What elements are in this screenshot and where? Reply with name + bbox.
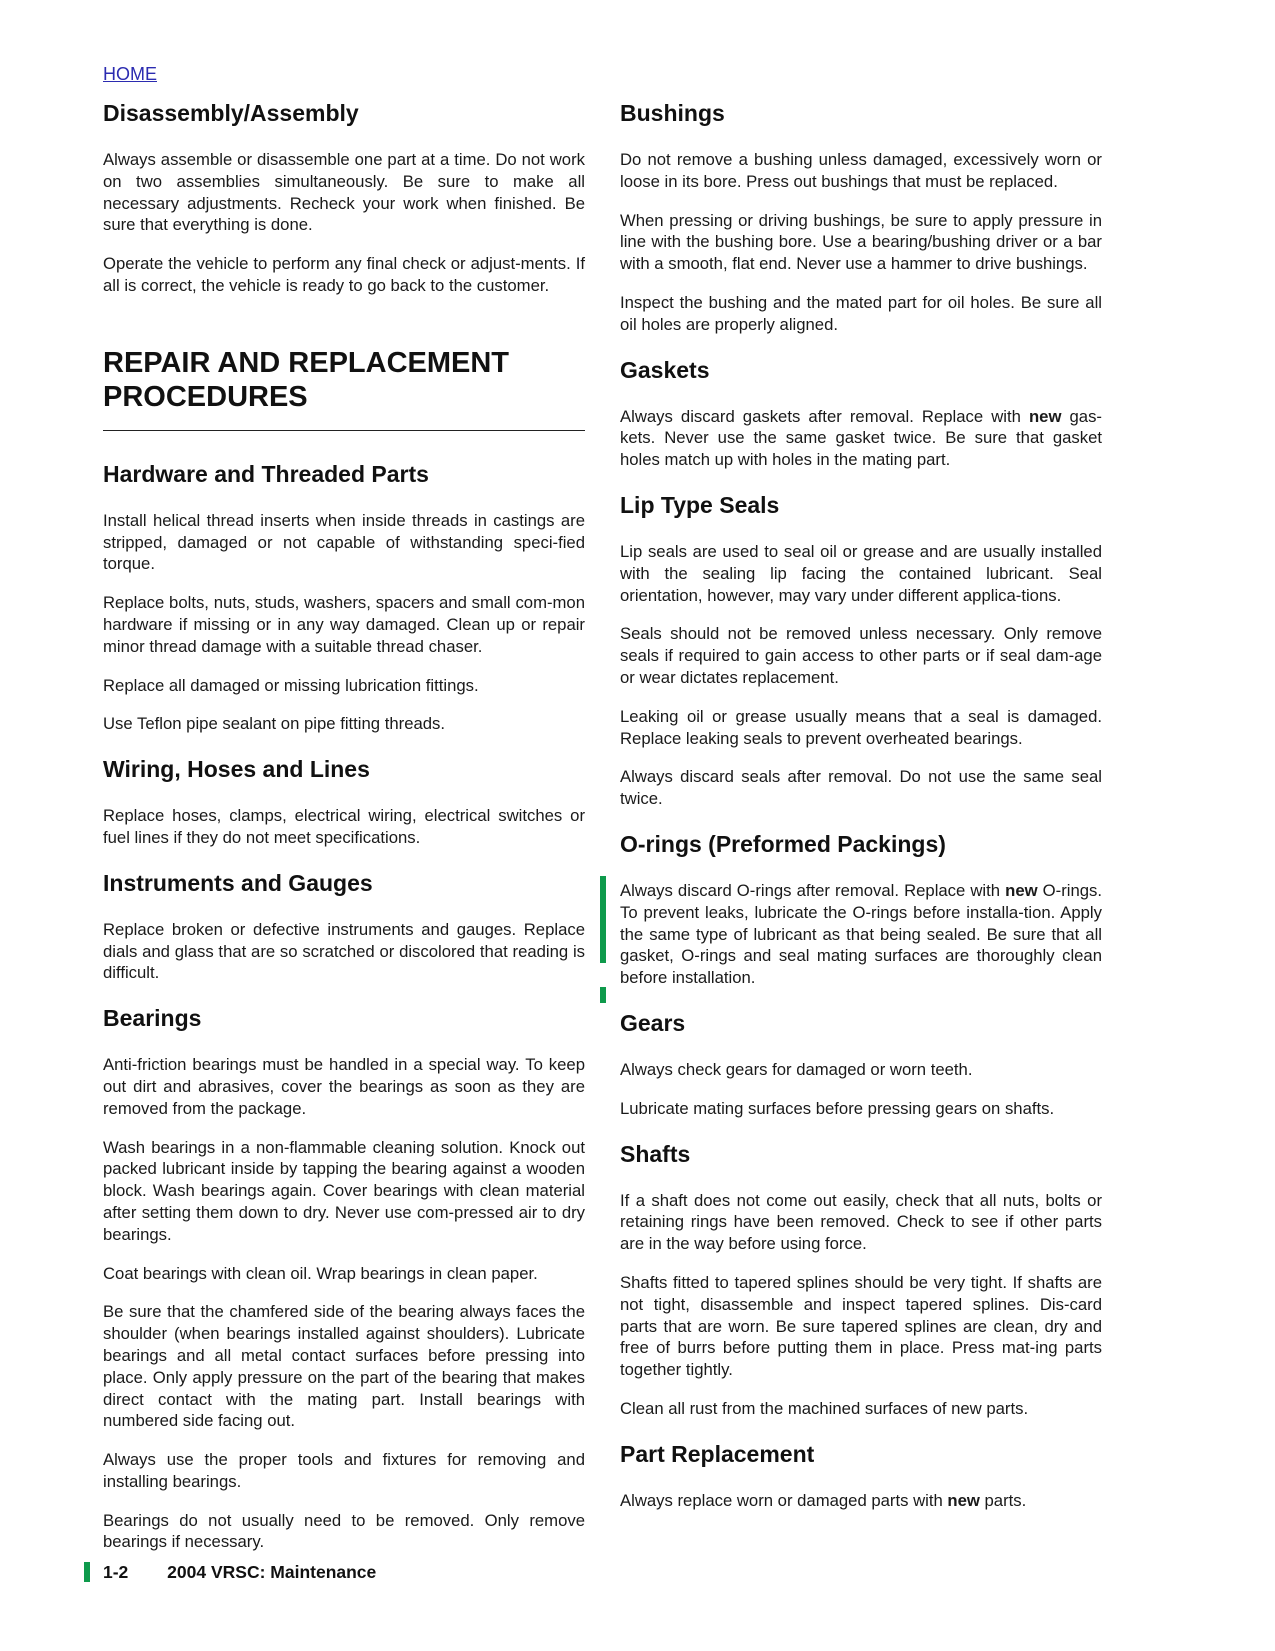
change-bar <box>600 987 606 1003</box>
paragraph: Bearings do not usually need to be removed. Only remove bearings if necessary. <box>103 1510 585 1552</box>
text-run: gas-kets. Never use the same gasket twice. Be sure that gasket holes match up with holes in the mating part. <box>620 406 1102 470</box>
paragraph: Always use the proper tools and fixtures for removing and installing bearings. <box>103 1450 585 1491</box>
manual-title: 2004 VRSC: Maintenance <box>167 1562 377 1582</box>
paragraph: Always assemble or disassemble one part at a time. Do not work on two assemblies simultaneously. Be sure to make all necessary adjustments. Recheck your work when finished. Be sure that everything is done. <box>103 150 585 235</box>
paragraph: Coat bearings with clean oil. Wrap bearings in clean paper. <box>103 1263 538 1283</box>
paragraph <box>620 1490 1102 1512</box>
change-bar <box>600 876 606 963</box>
heading-repair-procedures <box>103 346 585 431</box>
left-column <box>103 96 585 1570</box>
paragraph: Replace bolts, nuts, studs, washers, spacers and small com-mon hardware if missing or in any way damaged. Clean up or repair minor thread damage with a suitable thread chaser. <box>103 593 585 656</box>
heading-gears: Gears <box>620 1009 686 1036</box>
paragraph: Replace hoses, clamps, electrical wiring, electrical switches or fuel lines if they do not meet specifications. <box>103 806 585 847</box>
heading-line-2: PROCEDURES <box>103 380 308 413</box>
paragraph: Replace broken or defective instruments and gauges. Replace dials and glass that are so scratched or discolored that reading is difficult. <box>103 919 585 983</box>
heading-disassembly: Disassembly/Assembly <box>103 100 359 126</box>
paragraph: Operate the vehicle to perform any final check or adjust-ments. If all is correct, the vehicle is ready to go back to the customer. <box>103 254 585 295</box>
text-run: Always discard O-rings after removal. Replace with <box>620 880 1006 900</box>
paragraph: Always check gears for damaged or worn teeth. <box>620 1059 973 1079</box>
text-run: Always replace worn or damaged parts with <box>620 1490 948 1510</box>
paragraph: Anti-friction bearings must be handled in a special way. To keep out dirt and abrasives, cover the bearings as soon as they are removed from the package. <box>103 1055 585 1118</box>
heading-part-replacement: Part Replacement <box>620 1440 815 1467</box>
paragraph <box>620 880 1102 989</box>
bold-text: new <box>1005 880 1038 900</box>
bold-text: new <box>1028 406 1062 426</box>
paragraph: Seals should not be removed unless necessary. Only remove seals if required to gain access to other parts or if seal dam-age or wear dictates replacement. <box>620 624 1102 687</box>
paragraph: Lip seals are used to seal oil or grease and are usually installed with the sealing lip facing the contained lubricant. Seal orientation, however, may vary under different applica-tions. <box>620 541 1102 605</box>
heading-orings: O-rings (Preformed Packings) <box>620 830 946 857</box>
heading-bearings: Bearings <box>103 1005 202 1032</box>
paragraph <box>620 406 1102 471</box>
text-run: parts. <box>979 1490 1027 1510</box>
heading-lip-seals: Lip Type Seals <box>620 491 780 518</box>
paragraph: Lubricate mating surfaces before pressing gears on shafts. <box>620 1098 1055 1118</box>
paragraph: Clean all rust from the machined surfaces of new parts. <box>620 1398 1029 1418</box>
text-run: Always discard gaskets after removal. Replace with <box>620 406 1029 426</box>
text-run: O-rings. To prevent leaks, lubricate the O-rings before installa-tion. Apply the same type of lubricant as that being sealed. Be sure that all gasket, O-rings and seal mating surfaces are thoroughly clean before installation. <box>620 880 1103 988</box>
heading-instruments: Instruments and Gauges <box>103 869 373 896</box>
paragraph: Always discard seals after removal. Do not use the same seal twice. <box>620 767 1102 809</box>
heading-hardware: Hardware and Threaded Parts <box>103 460 429 487</box>
heading-shafts: Shafts <box>620 1140 691 1167</box>
page-number: 1-2 <box>103 1562 129 1582</box>
paragraph: Shafts fitted to tapered splines should be very tight. If shafts are not tight, disassemble and inspect tapered splines. Dis-card parts that are worn. Be sure tapered splines are clean, dry and free of burrs before putting them in place. Press mat-ing parts together tightly. <box>620 1272 1102 1380</box>
paragraph: Inspect the bushing and the mated part for oil holes. Be sure all oil holes are properly aligned. <box>620 292 1102 334</box>
paragraph: When pressing or driving bushings, be sure to apply pressure in line with the bushing bore. Use a bearing/bushing driver or a bar with a smooth, flat end. Never use a hammer to drive bushings. <box>620 210 1102 274</box>
paragraph: Use Teflon pipe sealant on pipe fitting threads. <box>103 714 446 734</box>
page-footer <box>103 1562 376 1583</box>
heading-gaskets: Gaskets <box>620 356 710 383</box>
paragraph: Do not remove a bushing unless damaged, excessively worn or loose in its bore. Press out bushings that must be replaced. <box>620 150 1102 191</box>
change-bar <box>84 1562 90 1582</box>
heading-line-1: REPAIR AND REPLACEMENT <box>103 346 510 379</box>
paragraph: If a shaft does not come out easily, check that all nuts, bolts or retaining rings have been removed. Check to see if other parts are in the way before using force. <box>620 1190 1102 1254</box>
paragraph: Replace all damaged or missing lubrication fittings. <box>103 675 479 695</box>
paragraph: Wash bearings in a non-flammable cleaning solution. Knock out packed lubricant inside by tapping the bearing against a wooden block. Wash bearings again. Cover bearings with clean material after setting them down to dry. Never use com-pressed air to dry bearings. <box>103 1137 585 1244</box>
right-column <box>620 96 1102 1528</box>
bold-text: new <box>947 1490 980 1510</box>
heading-bushings: Bushings <box>620 100 725 126</box>
home-link[interactable]: HOME <box>103 64 157 84</box>
heading-wiring: Wiring, Hoses and Lines <box>103 756 370 783</box>
paragraph: Install helical thread inserts when inside threads in castings are stripped, damaged or not capable of withstanding speci-fied torque. <box>103 510 585 574</box>
paragraph: Leaking oil or grease usually means that a seal is damaged. Replace leaking seals to prevent overheated bearings. <box>620 706 1102 748</box>
paragraph: Be sure that the chamfered side of the bearing always faces the shoulder (when bearings installed against shoulders). Lubricate bearings and all metal contact surfaces before pressing into place. Only apply pressure on the part of the bearing that makes direct contact with the mating part. Install bearings with numbered side facing out. <box>103 1302 585 1431</box>
